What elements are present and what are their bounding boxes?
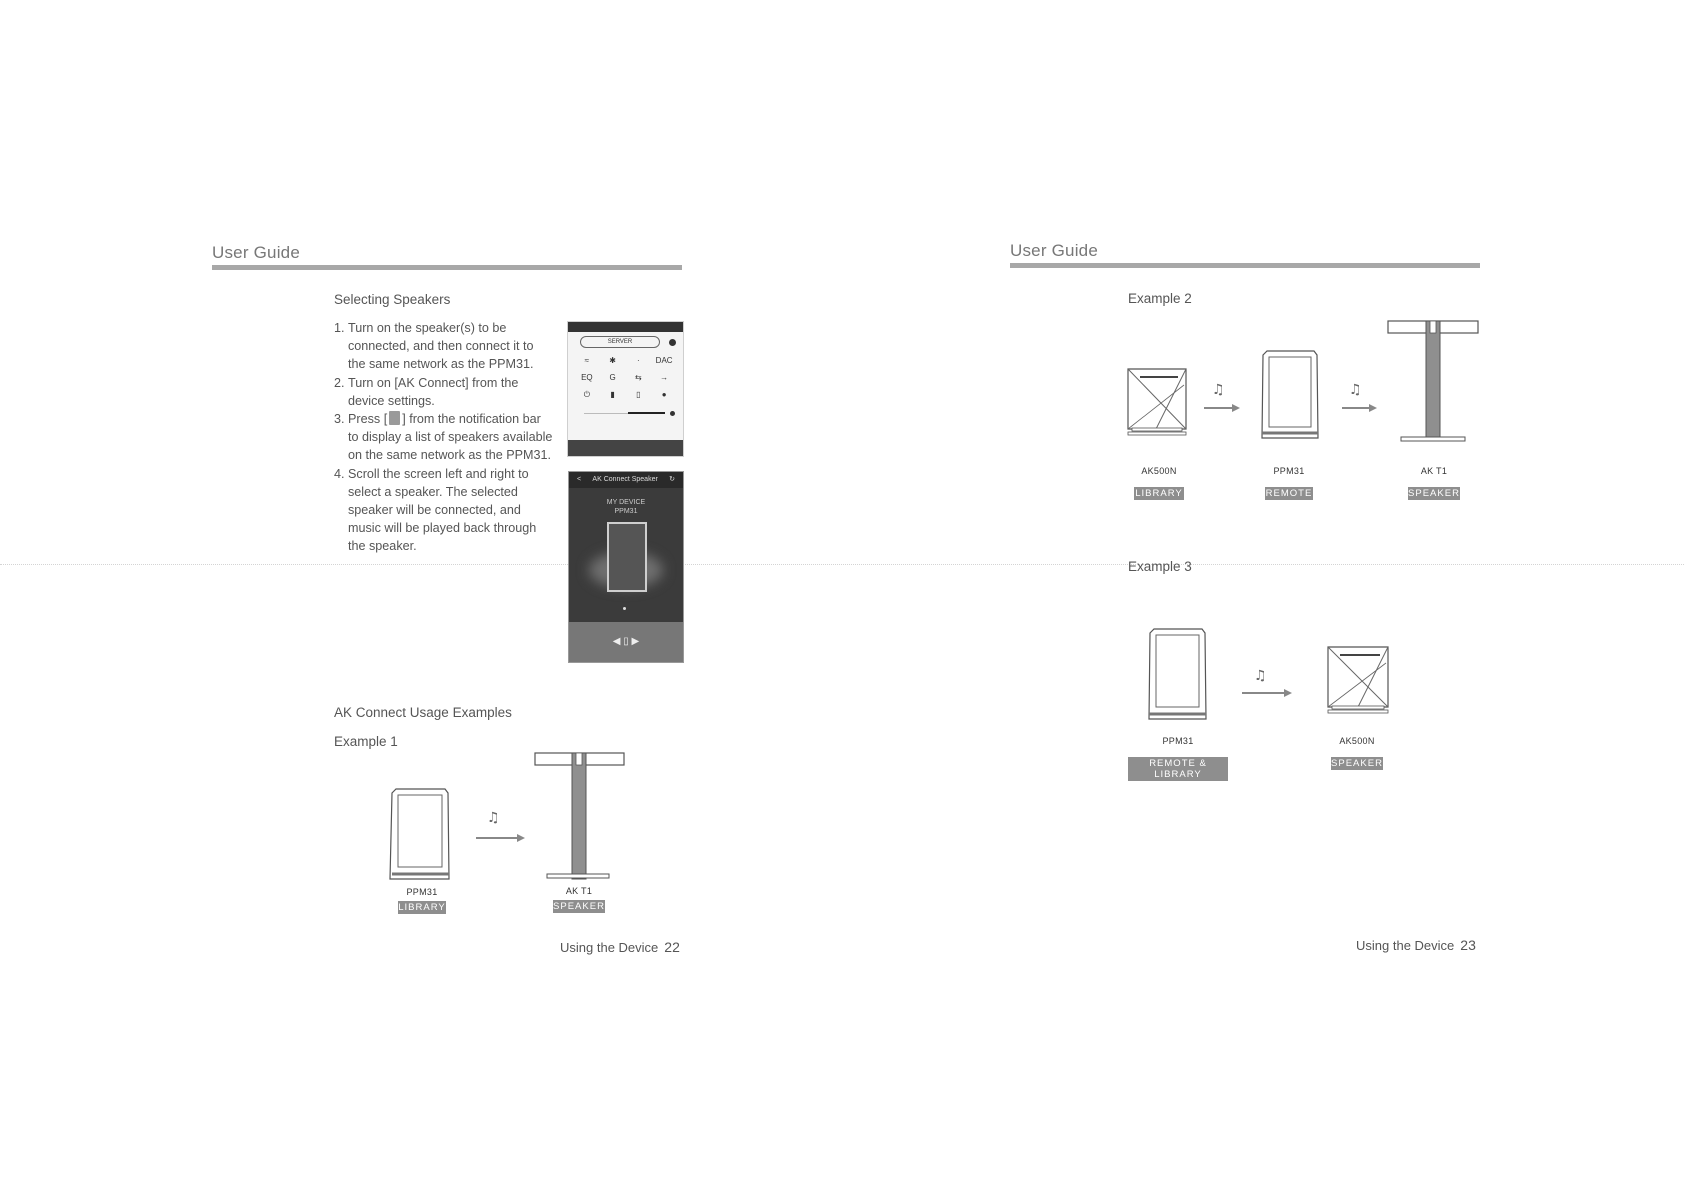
- my-device-name: PPM31: [614, 508, 638, 515]
- step-item: [334, 410, 554, 465]
- step-item: [334, 374, 554, 410]
- device-thumbnail: [607, 522, 647, 592]
- music-note-icon: ♫: [1254, 668, 1267, 684]
- step-number: 1.: [334, 321, 345, 335]
- bluetooth-icon: ✱: [609, 356, 616, 365]
- step-text: Turn on the speaker(s) to be connected, and then connect it to the same network as the PPM31.: [348, 321, 534, 372]
- arrow-icon: [476, 834, 525, 842]
- settings-gear-icon: [669, 339, 676, 346]
- example-3-device-name: AK500N: [1339, 736, 1375, 746]
- footer-section-text: Using the Device: [1356, 938, 1455, 953]
- ppm31-device-icon: [1149, 629, 1206, 719]
- right-page-header: User Guide: [1010, 241, 1098, 260]
- eq-icon: EQ: [581, 373, 593, 382]
- step-text: Scroll the screen left and right to select a speaker. The selected speaker will be connected, and music will be played back through the speaker.: [348, 466, 537, 554]
- ak500n-device-icon: [1128, 369, 1186, 435]
- speaker-screen-header: [569, 472, 683, 488]
- example-1-device-name: AK T1: [565, 886, 593, 896]
- step-text-before: Press [: [348, 412, 388, 427]
- example-2-diagram: [1120, 315, 1490, 450]
- right-page-footer: [1356, 937, 1476, 953]
- ppm31-device-icon: [1262, 351, 1318, 438]
- example-2-role-badge: LIBRARY: [1135, 488, 1183, 499]
- example-1-label: Example 1: [334, 734, 398, 749]
- status-bar: [568, 322, 683, 332]
- footer-section-text: Using the Device: [560, 940, 659, 955]
- step-item: [334, 465, 554, 556]
- example-3-role-badge: SPEAKER: [1331, 758, 1383, 769]
- example-3-diagram: [1140, 625, 1400, 725]
- ppm31-device-icon: [390, 789, 449, 879]
- page-number: 23: [1460, 937, 1476, 953]
- speaker-icon: [389, 411, 400, 425]
- example-1-diagram: [380, 745, 640, 885]
- step-text-after: ] from the notification bar to display a list of speakers available on the same network as the PPM31.: [348, 412, 553, 463]
- right-header-rule: [1010, 263, 1480, 268]
- page-fold-line: [0, 564, 1684, 565]
- step-number: 2.: [334, 375, 345, 390]
- connect-control-icons: ◀ ▯ ▶: [612, 636, 640, 647]
- circle-icon: ●: [661, 390, 667, 399]
- example-2-role-badge: SPEAKER: [1408, 488, 1460, 499]
- akt1-speaker-icon: [1388, 321, 1478, 441]
- example-2-role-badge: REMOTE: [1265, 488, 1313, 499]
- left-page-footer: [560, 939, 680, 955]
- example-2-device-name: AK500N: [1141, 466, 1177, 476]
- example-3-device-name: PPM31: [1162, 736, 1194, 746]
- power-icon: ⏻: [583, 390, 591, 399]
- step-item: [334, 319, 554, 374]
- arrow-icon: [1242, 689, 1292, 697]
- music-note-icon: ♫: [487, 810, 500, 826]
- example-1-device-name: PPM31: [406, 887, 438, 897]
- speaker-screen-bottom: [569, 622, 683, 662]
- speaker-screen-title: AK Connect Speaker: [592, 476, 658, 483]
- example-2-device-name: PPM31: [1273, 466, 1305, 476]
- dot-icon: ·: [637, 356, 640, 365]
- step-text: [348, 410, 554, 465]
- my-device-label: MY DEVICE: [606, 499, 646, 506]
- left-header-rule: [212, 265, 682, 270]
- quick-settings-grid: [568, 348, 683, 400]
- refresh-icon: ↻: [669, 476, 675, 483]
- dac-icon: DAC: [655, 356, 673, 365]
- arrow-icon: [1342, 404, 1377, 412]
- page-indicator-dot: [623, 607, 626, 610]
- section-title-selecting-speakers: Selecting Speakers: [334, 292, 451, 307]
- akt1-speaker-icon: [535, 753, 624, 879]
- notification-bottom-bar: [568, 440, 683, 456]
- wifi-icon: ≈: [584, 356, 590, 365]
- repeat-icon: ⇆: [635, 373, 642, 382]
- example-3-label: Example 3: [1128, 559, 1192, 574]
- back-icon: <: [577, 476, 582, 483]
- steps-list: [334, 319, 554, 556]
- server-search-pill: SERVER: [580, 336, 660, 348]
- music-note-icon: ♫: [1349, 382, 1362, 398]
- music-note-icon: ♫: [1212, 382, 1225, 398]
- brightness-slider: [578, 410, 675, 418]
- usage-examples-title: AK Connect Usage Examples: [334, 705, 512, 720]
- gapless-icon: G: [609, 373, 616, 382]
- usb-icon: ▯: [636, 390, 641, 399]
- page-number: 22: [664, 939, 680, 955]
- output-icon: →: [660, 373, 669, 382]
- ak500n-device-icon: [1328, 647, 1388, 713]
- example-3-role-badge: REMOTE & LIBRARY: [1128, 757, 1228, 781]
- example-1-role-badge: LIBRARY: [398, 902, 446, 913]
- notification-panel-screenshot: [567, 321, 684, 457]
- speaker-selection-screenshot: [568, 471, 684, 663]
- step-text: Turn on [AK Connect] from the device settings.: [348, 375, 519, 408]
- arrow-icon: [1204, 404, 1240, 412]
- example-2-device-name: AK T1: [1420, 466, 1448, 476]
- step-number: 4.: [334, 466, 345, 481]
- left-page-header: User Guide: [212, 243, 300, 262]
- example-1-role-badge: SPEAKER: [553, 901, 605, 912]
- step-number: 3.: [334, 412, 345, 427]
- example-2-label: Example 2: [1128, 291, 1192, 306]
- speaker-icon: ▮: [610, 390, 615, 399]
